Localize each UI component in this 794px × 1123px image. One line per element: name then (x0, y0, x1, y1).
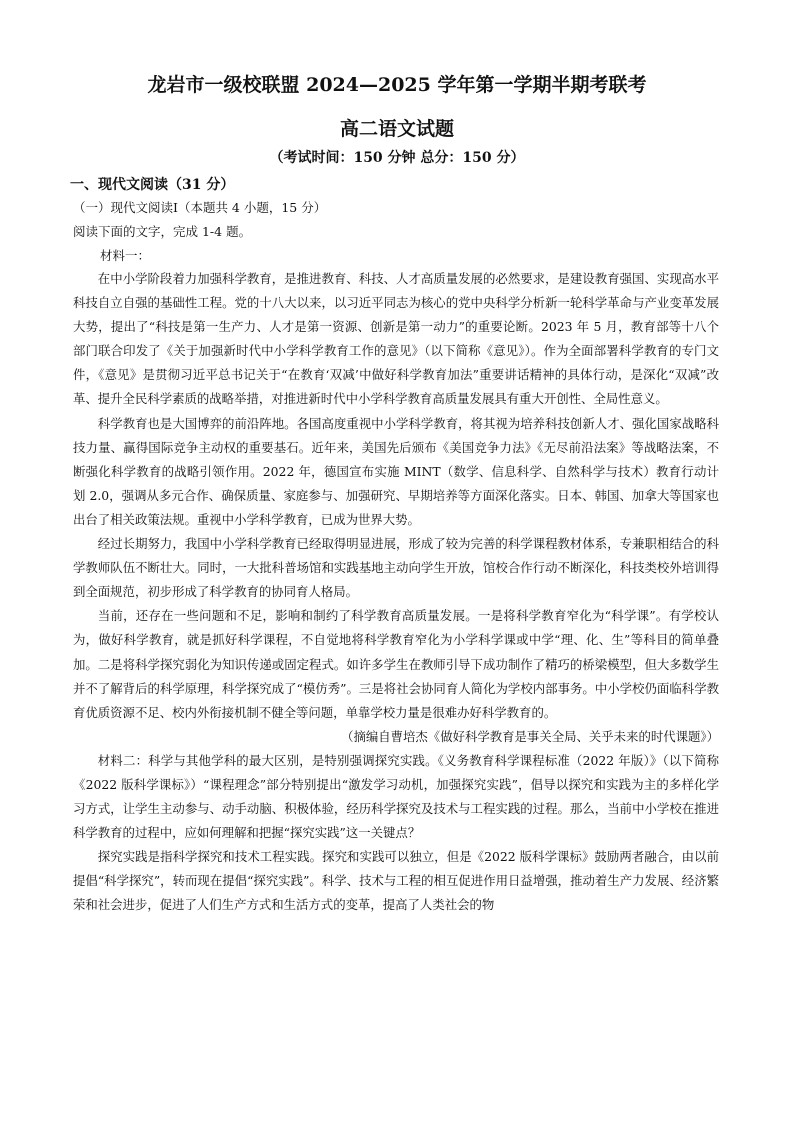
section-heading: 一、现代文阅读（31 分） (70, 177, 235, 193)
exam-title: 龙岩市一级校联盟 2024—2025 学年第一学期半期考联考 (147, 74, 647, 96)
material-one-label: 材料一： (100, 248, 151, 263)
reading-instruction: 阅读下面的文字，完成 1-4 题。 (73, 224, 252, 239)
subject-title: 高二语文试题 (339, 118, 454, 140)
material-two-paragraph-2: 探究实践是指科学探究和技术工程实践。探究和实践可以独立，但是《2022 版科学课标》鼓励两者融合，由以前提倡“科学探究”，转而现在提倡“探究实践”。科学、技术与工程的相互促进作用日益增强，推动着生产力发展、经济繁荣和社会进步，促进了人们生产方式和生活方式的变革，提高了人类社会的物 (73, 849, 719, 913)
reading-passage (73, 267, 719, 918)
material-one-paragraph-3: 经过长期努力，我国中小学科学教育已经取得明显进展，形成了较为完善的科学课程教材体系，专兼职相结合的科学教师队伍不断壮大。同时，一大批科普场馆和实践基地主动向学生开放，馆校合作行动不断深化，科技类校外培训得到全面规范，初步形成了科学教育的协同育人格局。 (73, 536, 719, 600)
material-one-paragraph-4: 当前，还存在一些问题和不足，影响和制约了科学教育高质量发展。一是将科学教育窄化为“科学课”。有学校认为，做好科学教育，就是抓好科学课程，不自觉地将科学教育窄化为小学科学课或中学“理、化、生”等科目的简单叠加。二是将科学探究弱化为知识传递或固定程式。如许多学生在教师引导下成功制作了精巧的桥梁模型，但大多数学生并不了解背后的科学原理，科学探究成了“模仿秀”。三是将社会协同育人简化为学校内部事务。中小学校仍面临科学教育优质资源不足、校内外衔接机制不健全等问题，单靠学校力量是很难办好科学教育的。 (73, 608, 719, 720)
sub-section-heading: （一）现代文阅读I（本题共 4 小题，15 分） (73, 200, 327, 215)
material-one-paragraph-2: 科学教育也是大国博弈的前沿阵地。各国高度重视中小学科学教育，将其视为培养科技创新人才、强化国家战略科技力量、赢得国际竞争主动权的重要基石。近年来，美国先后颁布《美国竞争力法》《无尽前沿法案》等战略法案，不断强化科学教育的战略引领作用。2022 年，德国宣布实施 MINT（数学、信息科学、自然科学与技术）教育行动计划 2.0，强调从多元合作、确保质量、家庭参与、加强研究、早期培养等方面深化落实。日本、韩国、加拿大等国家也出台了相关政策法规。重视中小学科学教育，已成为世界大势。 (73, 415, 719, 527)
material-two-paragraph-1: 材料二：科学与其他学科的最大区别，是特别强调探究实践。《义务教育科学课程标准（2022 年版）》（以下简称《2022 版科学课标》）“课程理念”部分特别提出“激发学习动机，加强探究实践”，倡导以探究和实践为主的多样化学习方式，让学生主动参与、动手动脑、积极体验，经历科学探究及技术与工程实践的过程。那么，当前中小学校在推进科学教育的过程中，应如何理解和把握“探究实践”这一关键点？ (73, 752, 719, 841)
material-one-citation: （摘编自曹培杰《做好科学教育是事关全局、关乎未来的时代课题》） (341, 728, 719, 744)
exam-info: （考试时间：150 分钟 总分：150 分） (269, 150, 525, 166)
material-one-paragraph-1: 在中小学阶段着力加强科学教育，是推进教育、科技、人才高质量发展的必然要求，是建设教育强国、实现高水平科技自立自强的基础性工程。党的十八大以来，以习近平同志为核心的党中央科学分析新一轮科学革命与产业变革发展大势，提出了“科技是第一生产力、人才是第一资源、创新是第一动力”的重要论断。2023 年 5 月，教育部等十八个部门联合印发了《关于加强新时代中小学科学教育工作的意见》（以下简称《意见》）。作为全面部署科学教育的专门文件，《意见》是贯彻习近平总书记关于“在教育‘双减’中做好科学教育加法”重要讲话精神的具体行动，是深化“双减”改革、提升全民科学素质的战略举措，对推进新时代中小学科学教育高质量发展具有重大开创性、全局性意义。 (73, 271, 719, 407)
